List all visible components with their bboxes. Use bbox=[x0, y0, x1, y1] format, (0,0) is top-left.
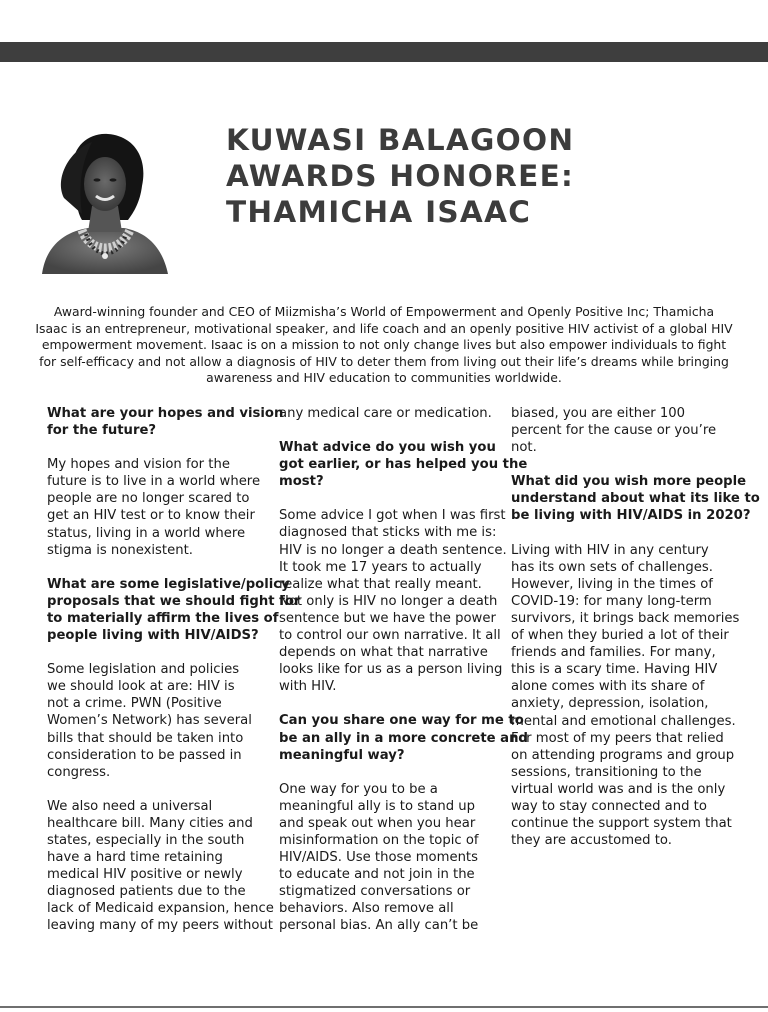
question-line: What advice do you wish you bbox=[279, 440, 496, 456]
question-line: for the future? bbox=[47, 423, 157, 439]
answer-line: lack of Medicaid expansion, hence bbox=[47, 901, 274, 917]
intro-line: awareness and HIV education to communities worldwide. bbox=[206, 370, 562, 386]
question-line: to materially affirm the lives of bbox=[47, 610, 279, 626]
paragraph-gap bbox=[279, 695, 497, 712]
answer-line: mental and emotional challenges. bbox=[511, 713, 736, 729]
answer-line: sessions, transitioning to the bbox=[511, 764, 702, 780]
answer-line: stigma is nonexistent. bbox=[47, 542, 193, 558]
answer-line: However, living in the times of bbox=[511, 576, 713, 592]
answer-line: and speak out when you hear bbox=[279, 815, 476, 831]
answer-line: healthcare bill. Many cities and bbox=[47, 815, 253, 831]
answer-line: misinformation on the topic of bbox=[279, 832, 479, 848]
answer-line: of when they buried a lot of their bbox=[511, 628, 729, 644]
answer-line: Not only is HIV no longer a death bbox=[279, 593, 498, 609]
answer-line: leaving many of my peers without bbox=[47, 918, 273, 934]
answer-line: on attending programs and group bbox=[511, 747, 735, 763]
paragraph-gap bbox=[279, 422, 497, 439]
text-column-3 bbox=[511, 405, 760, 849]
intro-line: empowerment movement. Isaac is on a mission to not only change lives but also empower individuals to fight bbox=[41, 337, 727, 353]
paragraph-gap bbox=[511, 525, 729, 542]
answer-line: depends on what that narrative bbox=[279, 645, 488, 661]
answer-line: My hopes and vision for the bbox=[47, 457, 230, 473]
title-line: AWARDS HONOREE: bbox=[226, 159, 575, 193]
answer-line: not a crime. PWN (Positive bbox=[47, 696, 222, 712]
answer-line: survivors, it brings back memories bbox=[511, 610, 740, 626]
answer-line: get an HIV test or to know their bbox=[47, 508, 255, 524]
answer-line: HIV is no longer a death sentence. bbox=[279, 542, 507, 558]
top-banner-bar bbox=[0, 42, 768, 62]
question-line: What are some legislative/policy bbox=[47, 576, 290, 592]
paragraph-gap bbox=[279, 764, 497, 781]
answer-line: friends and families. For many, bbox=[511, 645, 716, 661]
answer-line: Women’s Network) has several bbox=[47, 713, 252, 729]
answer-line: future is to live in a world where bbox=[47, 474, 261, 490]
answer-line: to educate and not join in the bbox=[279, 867, 475, 883]
answer-line: has its own sets of challenges. bbox=[511, 559, 713, 575]
question-line: most? bbox=[279, 474, 324, 490]
text-column-2 bbox=[279, 405, 528, 935]
intro-line: Award-winning founder and CEO of Miizmisha’s World of Empowerment and Openly Positive Inc; Thamicha bbox=[53, 304, 715, 319]
question-line: meaningful way? bbox=[279, 747, 405, 763]
paragraph-gap bbox=[47, 644, 265, 661]
answer-line: we should look at are: HIV is bbox=[47, 679, 235, 695]
answer-line: status, living in a world where bbox=[47, 525, 246, 541]
answer-line: people are no longer scared to bbox=[47, 491, 250, 507]
answer-line: stigmatized conversations or bbox=[279, 884, 471, 900]
answer-line: way to stay connected and to bbox=[511, 798, 707, 814]
paragraph-gap bbox=[47, 781, 265, 798]
answer-line: personal bias. An ally can’t be bbox=[279, 918, 479, 934]
answer-line: Some legislation and policies bbox=[47, 662, 240, 678]
question-line: What did you wish more people bbox=[511, 474, 747, 490]
answer-line: behaviors. Also remove all bbox=[279, 901, 454, 917]
answer-line: percent for the cause or you’re bbox=[511, 423, 717, 439]
intro-line: for self-efficacy and not allow a diagnosis of HIV to deter them from living out their life’s dreams while bringing bbox=[39, 353, 729, 369]
answer-line: consideration to be passed in bbox=[47, 747, 242, 763]
intro-paragraph bbox=[28, 304, 740, 387]
title-line: KUWASI BALAGOON bbox=[226, 123, 575, 157]
paragraph-gap bbox=[511, 456, 729, 473]
answer-line: with HIV. bbox=[279, 679, 337, 695]
answer-line: diagnosed patients due to the bbox=[47, 884, 246, 900]
question-line: people living with HIV/AIDS? bbox=[47, 628, 259, 644]
answer-line: anxiety, depression, isolation, bbox=[511, 696, 709, 712]
answer-line: One way for you to be a bbox=[279, 781, 438, 797]
answer-line: It took me 17 years to actually bbox=[279, 559, 482, 575]
question-line: be an ally in a more concrete and bbox=[279, 730, 528, 746]
answer-line: Some advice I got when I was first bbox=[279, 508, 506, 524]
text-column-1 bbox=[47, 405, 301, 935]
answer-line: diagnosed that sticks with me is: bbox=[279, 525, 497, 541]
answer-line: Living with HIV in any century bbox=[511, 542, 709, 558]
answer-line: biased, you are either 100 bbox=[511, 406, 686, 421]
answer-line: not. bbox=[511, 440, 537, 456]
answer-line: looks like for us as a person living bbox=[279, 662, 503, 678]
answer-line: meaningful ally is to stand up bbox=[279, 798, 475, 814]
question-line: Can you share one way for me to bbox=[279, 713, 524, 729]
title-line: THAMICHA ISAAC bbox=[226, 195, 532, 229]
answer-line: bills that should be taken into bbox=[47, 730, 244, 746]
answer-line: realize what that really meant. bbox=[279, 576, 482, 592]
answer-line: to control our own narrative. It all bbox=[279, 628, 501, 644]
paragraph-gap bbox=[47, 559, 265, 576]
answer-line: For most of my peers that relied bbox=[511, 730, 724, 746]
answer-line: this is a scary time. Having HIV bbox=[511, 662, 718, 678]
question-line: understand about what its like to bbox=[511, 491, 760, 507]
answer-line: continue the support system that bbox=[511, 816, 732, 832]
paragraph-gap bbox=[279, 490, 497, 507]
paragraph-gap bbox=[47, 439, 265, 456]
answer-line: virtual world was and is the only bbox=[511, 781, 726, 797]
answer-line: HIV/AIDS. Use those moments bbox=[279, 850, 478, 866]
bottom-divider bbox=[0, 1006, 768, 1008]
answer-line: alone comes with its share of bbox=[511, 679, 705, 695]
answer-line: sentence but we have the power bbox=[279, 610, 496, 626]
question-line: got earlier, or has helped you the bbox=[279, 457, 528, 473]
answer-line: states, especially in the south bbox=[47, 832, 245, 848]
question-line: What are your hopes and vision bbox=[47, 406, 284, 421]
answer-line: We also need a universal bbox=[47, 798, 213, 814]
answer-line: medical HIV positive or newly bbox=[47, 867, 243, 883]
intro-line: Isaac is an entrepreneur, motivational speaker, and life coach and an openly positive HIV activist of a global HIV bbox=[35, 320, 733, 336]
question-line: be living with HIV/AIDS in 2020? bbox=[511, 508, 751, 524]
portrait-photo bbox=[42, 128, 168, 274]
answer-line: congress. bbox=[47, 764, 111, 780]
question-line: proposals that we should fight for bbox=[47, 593, 301, 609]
article-title bbox=[226, 122, 746, 230]
answer-line: they are accustomed to. bbox=[511, 833, 672, 849]
answer-line: COVID-19: for many long-term bbox=[511, 593, 712, 609]
answer-line: have a hard time retaining bbox=[47, 850, 223, 866]
answer-line: any medical care or medication. bbox=[279, 406, 492, 421]
